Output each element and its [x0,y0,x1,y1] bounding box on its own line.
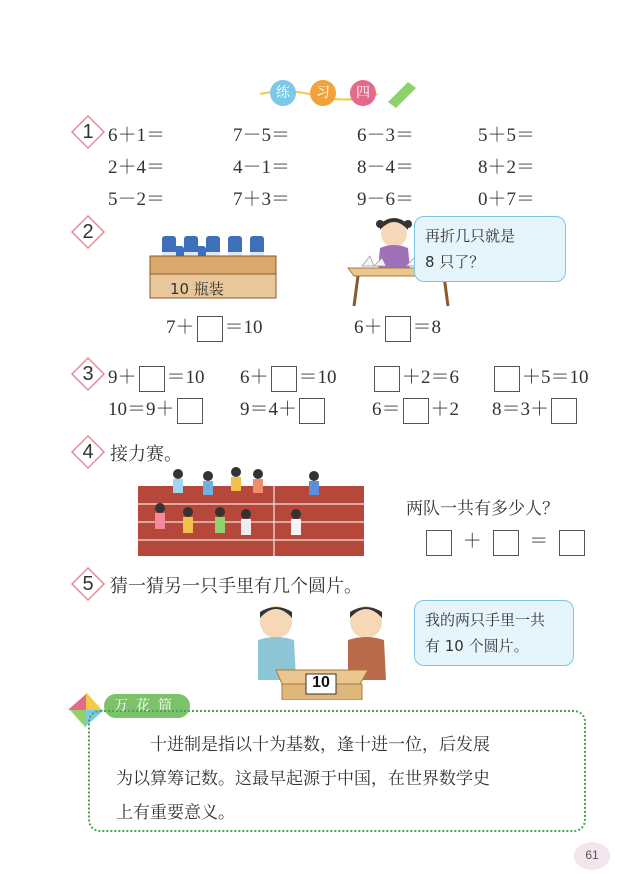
window-text [116,728,572,830]
problem-1-number: 1 [70,114,106,150]
answer-box[interactable] [385,316,411,342]
equation: 6＋1＝ [108,125,166,146]
answer-box[interactable] [197,316,223,342]
answer-box[interactable] [139,366,165,392]
equation-part: 7＋ [166,317,195,338]
equation [108,394,205,424]
equals-sign: ＝ [529,531,549,552]
equation [108,362,205,392]
problem-4-text: 接力赛。 [110,444,182,465]
section-title [258,72,428,112]
equation [240,362,337,392]
equation: 8＋2＝ [478,157,536,178]
answer-box[interactable] [493,530,519,556]
equation: 0＋7＝ [478,189,536,210]
equation [492,362,589,392]
bubble-line: 有 10 个圆片。 [425,637,529,655]
equation-part: ＋2＝6 [402,367,460,388]
answer-box[interactable] [559,530,585,556]
equation-left [166,312,263,342]
problem-3-number: 3 [70,356,106,392]
window-text-line: 上有重要意义。 [116,803,235,823]
answer-box[interactable] [271,366,297,392]
equation-part: 9＝4＋ [240,399,298,420]
equation: 7＋3＝ [233,189,291,210]
window-text-line: 为以算筹记数。这最早起源于中国，在世界数学史 [116,769,490,789]
title-char-1: 练 [270,80,296,106]
table-number-card: 10 [312,674,330,691]
equation: 2＋4＝ [108,157,166,178]
answer-box[interactable] [403,398,429,424]
equation-part: ＝8 [412,317,442,338]
bubble-line: 我的两只手里一共 [425,611,546,629]
window-text-line: 十进制是指以十为基数，逢十进一位，后发展 [150,735,490,755]
answer-box[interactable] [426,530,452,556]
crate-label: 10 瓶装 [170,280,224,298]
equation: 6－3＝ [357,125,415,146]
equation [372,394,459,424]
plus-sign: ＋ [462,531,482,552]
equation: 8－4＝ [357,157,415,178]
equation-part: 6＋ [354,317,383,338]
equation-part: ＋2 [430,399,460,420]
equation-part: 6＝ [372,399,401,420]
equation: 7－5＝ [233,125,291,146]
equation-part: ＝10 [298,367,337,388]
answer-box[interactable] [299,398,325,424]
equation-part: 6＋ [240,367,269,388]
speech-bubble [414,600,574,666]
problem-5-text: 猜一猜另一只手里有几个圆片。 [110,576,362,597]
window-label-text: 万花筒 [104,694,190,718]
equation: 5＋5＝ [478,125,536,146]
equation-part: ＝10 [224,317,263,338]
answer-box[interactable] [551,398,577,424]
equation: 4－1＝ [233,157,291,178]
relay-race-illustration [138,464,364,556]
equation-part: ＝10 [166,367,205,388]
page-number: 61 [585,848,599,862]
equation-part: 8＝3＋ [492,399,550,420]
equation: 9－6＝ [357,189,415,210]
bubble-line: 8 只了？ [425,253,485,271]
equation-part: 9＋ [108,367,137,388]
equation-part: 10＝9＋ [108,399,175,420]
answer-box[interactable] [494,366,520,392]
title-char-2: 习 [310,80,336,106]
equation: 5－2＝ [108,189,166,210]
speech-bubble [414,216,566,282]
equation [492,394,579,424]
problem-4-question: 两队一共有多少人？ [406,499,559,519]
answer-box[interactable] [177,398,203,424]
equation [240,394,327,424]
problem-2-number: 2 [70,214,106,250]
problem-4-number: 4 [70,434,106,470]
problem-5-number: 5 [70,566,106,602]
equation [372,362,459,392]
bubble-line: 再折几只就是 [425,227,516,245]
problem-4-equation [424,526,587,556]
equation-part: ＋5＝10 [522,367,589,388]
title-char-3: 四 [350,80,376,106]
equation-right [354,312,441,342]
answer-box[interactable] [374,366,400,392]
